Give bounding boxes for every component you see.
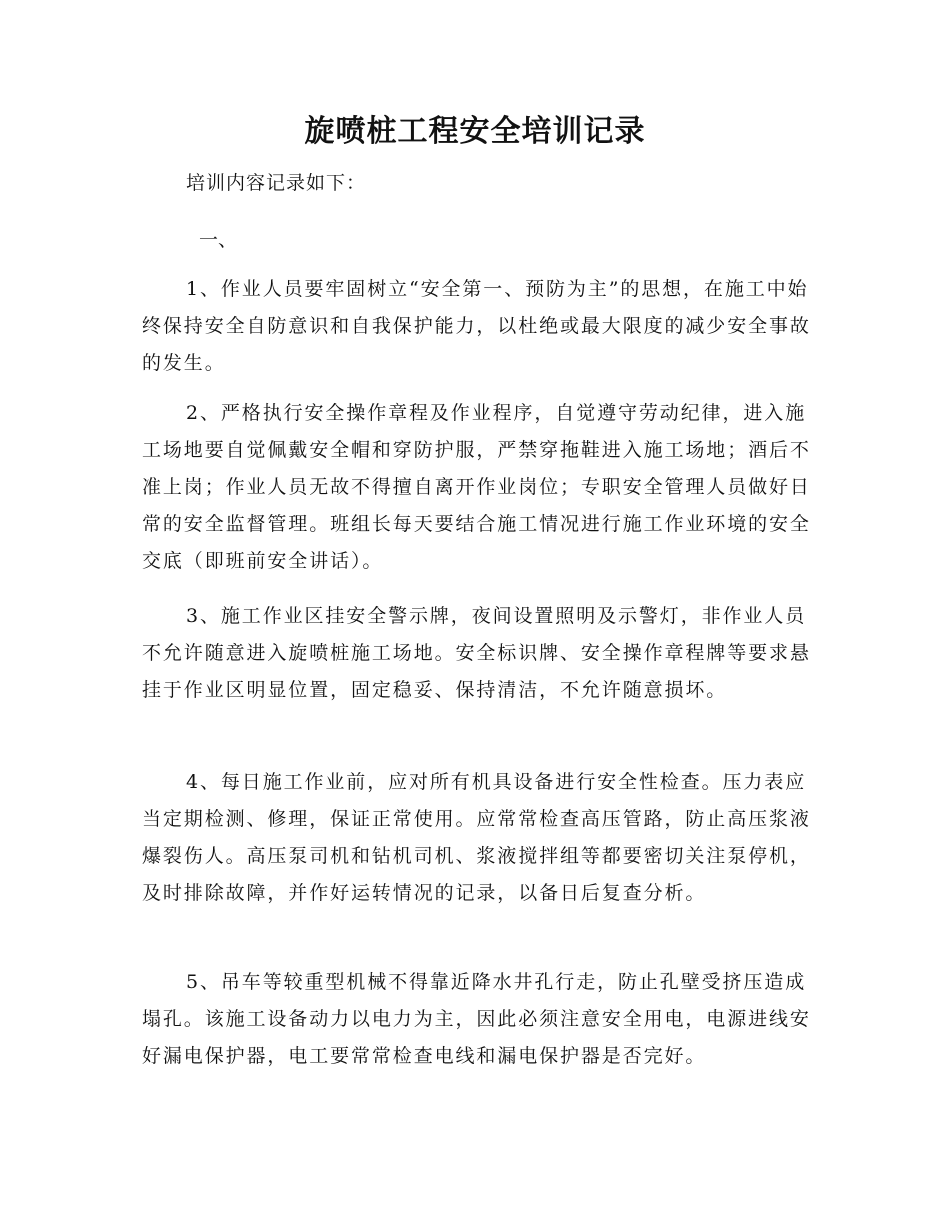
paragraph-item-5: 5、吊车等较重型机械不得靠近降水井孔行走，防止孔壁受挤压造成塌孔。该施工设备动力以电力为主，因此必须注意安全用电，电源进线安好漏电保护器，电工要常常检查电线和漏电保护器是否完好。 <box>142 971 811 1067</box>
paragraph-item-1: 1、作业人员要牢固树立“安全第一、预防为主”的思想，在施工中始终保持安全自防意识和自我保护能力，以杜绝或最大限度的减少安全事故的发生。 <box>142 278 811 374</box>
paragraph-item-3: 3、施工作业区挂安全警示牌，夜间设置照明及示警灯，非作业人员不允许随意进入旋喷桩施工场地。安全标识牌、安全操作章程牌等要求悬挂于作业区明显位置，固定稳妥、保持清洁，不允许随意损坏。 <box>142 605 811 701</box>
document-title: 旋喷桩工程安全培训记录 <box>304 114 646 149</box>
paragraph-item-4: 4、每日施工作业前，应对所有机具设备进行安全性检查。压力表应当定期检测、修理，保证正常使用。应常常检查高压管路，防止高压浆液爆裂伤人。高压泵司机和钻机司机、浆液搅拌组等都要密切关注泵停机，及时排除故障，并作好运转情况的记录，以备日后复查分析。 <box>142 771 811 904</box>
paragraph-item-2: 2、严格执行安全操作章程及作业程序，自觉遵守劳动纪律，进入施工场地要自觉佩戴安全帽和穿防护服，严禁穿拖鞋进入施工场地；酒后不准上岗；作业人员无故不得擅自离开作业岗位；专职安全管理人员做好日常的安全监督管理。班组长每天要结合施工情况进行施工作业环境的安全交底（即班前安全讲话）。 <box>142 402 811 572</box>
training-intro: 培训内容记录如下： <box>186 172 367 194</box>
section-number: 一、 <box>199 229 238 251</box>
